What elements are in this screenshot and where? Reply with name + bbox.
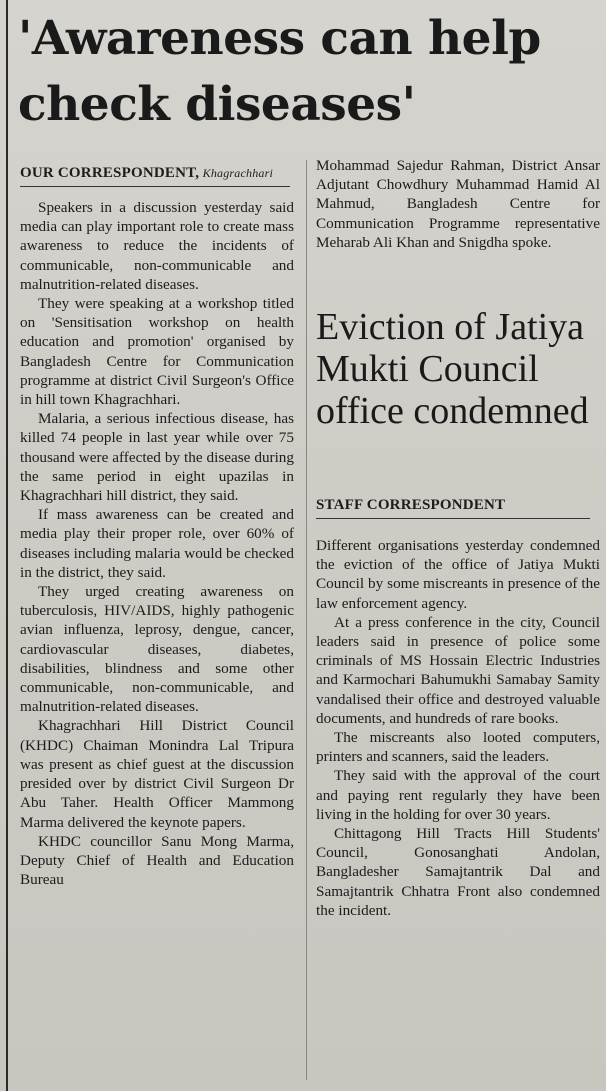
article1-paragraph: They were speaking at a workshop titled on 'Sensitisation workshop on health education and promotion' organised by Bangladesh Centre for Communication programme at district Civil Surgeon's Office in hill town Khagrachhari. xyxy=(20,295,294,409)
article2-headline: Eviction of Jatiya Mukti Council office condemned xyxy=(316,306,589,432)
article1-paragraph: They urged creating awareness on tuberculosis, HIV/AIDS, highly pathogenic avian influenza, leprosy, dengue, cancer, cardiovascular diseases, diabetes, disabilities, blindness and some other communicable, non-communicable, and malnutrition-related diseases. xyxy=(20,583,294,716)
article2-paragraph: Chittagong Hill Tracts Hill Students' Council, Gonosanghati Andolan, Bangladesher Samajtantrik Dal and Samajtantrik Chhatra Front also condemned the incident. xyxy=(316,825,600,919)
article1-paragraph: Malaria, a serious infectious disease, has killed 74 people in last year while over 75 thousand were affected by the disease during the same period in eight upazilas in Khagrachhari hill district, they said. xyxy=(20,410,294,505)
column-divider xyxy=(306,160,307,1080)
article2-paragraph: They said with the approval of the court and paying rent regularly they have been living in the holding for over 30 years. xyxy=(316,767,600,823)
article2-byline xyxy=(316,497,590,519)
article1-continuation-text: Mohammad Sajedur Rahman, District Ansar Adjutant Chowdhury Muhammad Hamid Al Mahmud, Bangladesh Centre for Communication Programme representative Meharab Ali Khan and Snigdha spoke. xyxy=(316,157,600,251)
article1-byline xyxy=(20,165,290,187)
article2-body xyxy=(316,536,600,920)
article1-paragraph: If mass awareness can be created and media play their proper role, over 60% of diseases including malaria would be checked in the district, they said. xyxy=(20,506,294,581)
article1-paragraph: Khagrachhari Hill District Council (KHDC) Chaiman Monindra Lal Tripura was present as chief guest at the discussion presided over by district Civil Surgeon Dr Abu Taher. Health Officer Mammong Marma delivered the keynote papers. xyxy=(20,717,294,831)
article1-headline: 'Awareness can help check diseases' xyxy=(18,11,541,132)
article1-body xyxy=(20,198,294,889)
article1-continuation xyxy=(316,156,600,252)
article2-paragraph: Different organisations yesterday condemned the eviction of the office of Jatiya Mukti Council by some miscreants in presence of the law enforcement agency. xyxy=(316,537,600,612)
article2-paragraph: At a press conference in the city, Council leaders said in presence of police some criminals of MS Hossain Electric Industries and Karmochari Bahumukhi Samabay Samity vandalised their office and destroyed valuable documents, and hundreds of rare books. xyxy=(316,613,600,727)
article1-byline-place: Khagrachhari xyxy=(202,166,274,180)
article1-byline-name: OUR CORRESPONDENT, xyxy=(20,165,200,181)
article2-paragraph: The miscreants also looted computers, printers and scanners, said the leaders. xyxy=(316,729,600,766)
left-column-rule xyxy=(6,0,8,1091)
article1-paragraph: Speakers in a discussion yesterday said media can play important role to create mass awareness to reduce the incidents of communicable, non-communicable and malnutrition-related diseases. xyxy=(20,199,294,293)
article2-byline-name: STAFF CORRESPONDENT xyxy=(316,497,506,513)
article1-paragraph: KHDC councillor Sanu Mong Marma, Deputy Chief of Health and Education Bureau xyxy=(20,832,294,889)
